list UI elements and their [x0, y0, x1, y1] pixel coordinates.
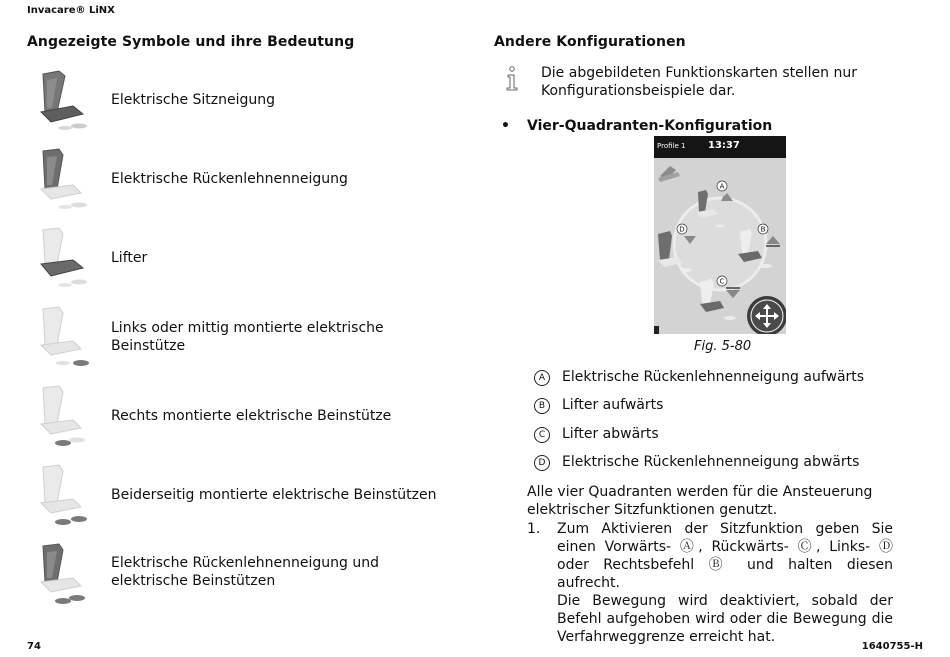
bullet-dot: • [501, 118, 510, 134]
quadrant-c-letter: C [719, 277, 725, 286]
info-icon [505, 66, 519, 92]
legend-letter-d: D [534, 455, 550, 471]
symbol-label: Elektrische Rückenlehnenneigung [111, 171, 348, 187]
symbol-row-right-legrest [37, 384, 457, 454]
quadrant-b-letter: B [760, 225, 766, 234]
both-legrests-icon [37, 463, 92, 527]
legend-item [534, 369, 864, 386]
backrest-tilt-icon [37, 147, 92, 211]
step-result: Die Bewegung wird deaktiviert, sobald der Befehl aufgehoben wird oder die Bewegung die Verfahrweggrenze erreicht hat. [557, 593, 893, 645]
legend-letter-c: C [534, 427, 550, 443]
symbol-label: Elektrische Rückenlehnenneigung und elektrische Beinstützen [111, 555, 379, 589]
legend-letter-a: A [534, 370, 550, 386]
symbol-row-lifter [37, 226, 457, 296]
symbol-label: Beiderseitig montierte elektrische Beinstützen [111, 487, 437, 503]
symbol-label: Lifter [111, 250, 148, 266]
document-number: 1640755-H [861, 641, 923, 652]
legend-letter-b: B [534, 398, 550, 414]
legend-text: Lifter abwärts [562, 426, 659, 442]
page-number: 74 [27, 641, 41, 652]
step-number: 1. [527, 521, 541, 537]
quadrant-a-letter: A [719, 182, 725, 191]
info-note: Die abgebildeten Funktionskarten stellen nur Konfigurationsbeispiele dar. [541, 65, 857, 99]
lifter-icon [37, 226, 92, 290]
figure-caption: Fig. 5-80 [694, 339, 752, 354]
symbol-label: Rechts montierte elektrische Beinstütze [111, 408, 392, 424]
symbol-label: Elektrische Sitzneigung [111, 92, 276, 108]
seat-tilt-icon [37, 68, 92, 132]
symbols-heading: Angezeigte Symbole und ihre Bedeutung [27, 34, 355, 50]
backrest-legrests-icon [37, 542, 92, 606]
symbol-row-seat-tilt [37, 68, 457, 138]
step-instruction: Zum Aktivieren der Sitzfunktion geben Sie einen Vorwärts- Ⓐ, Rückwärts- Ⓒ, Links- Ⓓ oder Rechtsbefehl Ⓑ und halten diesen aufrecht. [557, 521, 893, 591]
symbol-row-backrest-legrests [37, 542, 457, 612]
symbol-label: Links oder mittig montierte elektrische Beinstütze [111, 320, 384, 354]
screen-time: 13:37 [708, 140, 740, 151]
right-legrest-icon [37, 384, 92, 448]
legend-text: Elektrische Rückenlehnenneigung aufwärts [562, 369, 865, 385]
legend-text: Lifter aufwärts [562, 397, 664, 413]
function-map-screen [654, 136, 786, 334]
other-configs-heading: Andere Konfigurationen [494, 34, 686, 50]
quadrant-map-graphic [654, 136, 786, 334]
symbol-row-both-legrests [37, 463, 457, 533]
symbol-row-backrest-tilt [37, 147, 457, 217]
bullet-title: Vier-Quadranten-Konfiguration [527, 118, 773, 134]
legend-text: Elektrische Rückenlehnenneigung abwärts [562, 454, 860, 470]
legend-item [534, 426, 659, 443]
left-legrest-icon [37, 305, 92, 369]
legend-item [534, 454, 859, 471]
quadrant-d-letter: D [679, 225, 685, 234]
legend-item [534, 397, 663, 414]
screen-profile-label: Profile 1 [657, 142, 686, 150]
quadrant-paragraph: Alle vier Quadranten werden für die Ansteuerung elektrischer Sitzfunktionen genutzt. [527, 484, 873, 518]
symbol-row-left-legrest [37, 305, 457, 375]
document-header: Invacare® LiNX [27, 5, 115, 16]
step-text [557, 520, 893, 646]
